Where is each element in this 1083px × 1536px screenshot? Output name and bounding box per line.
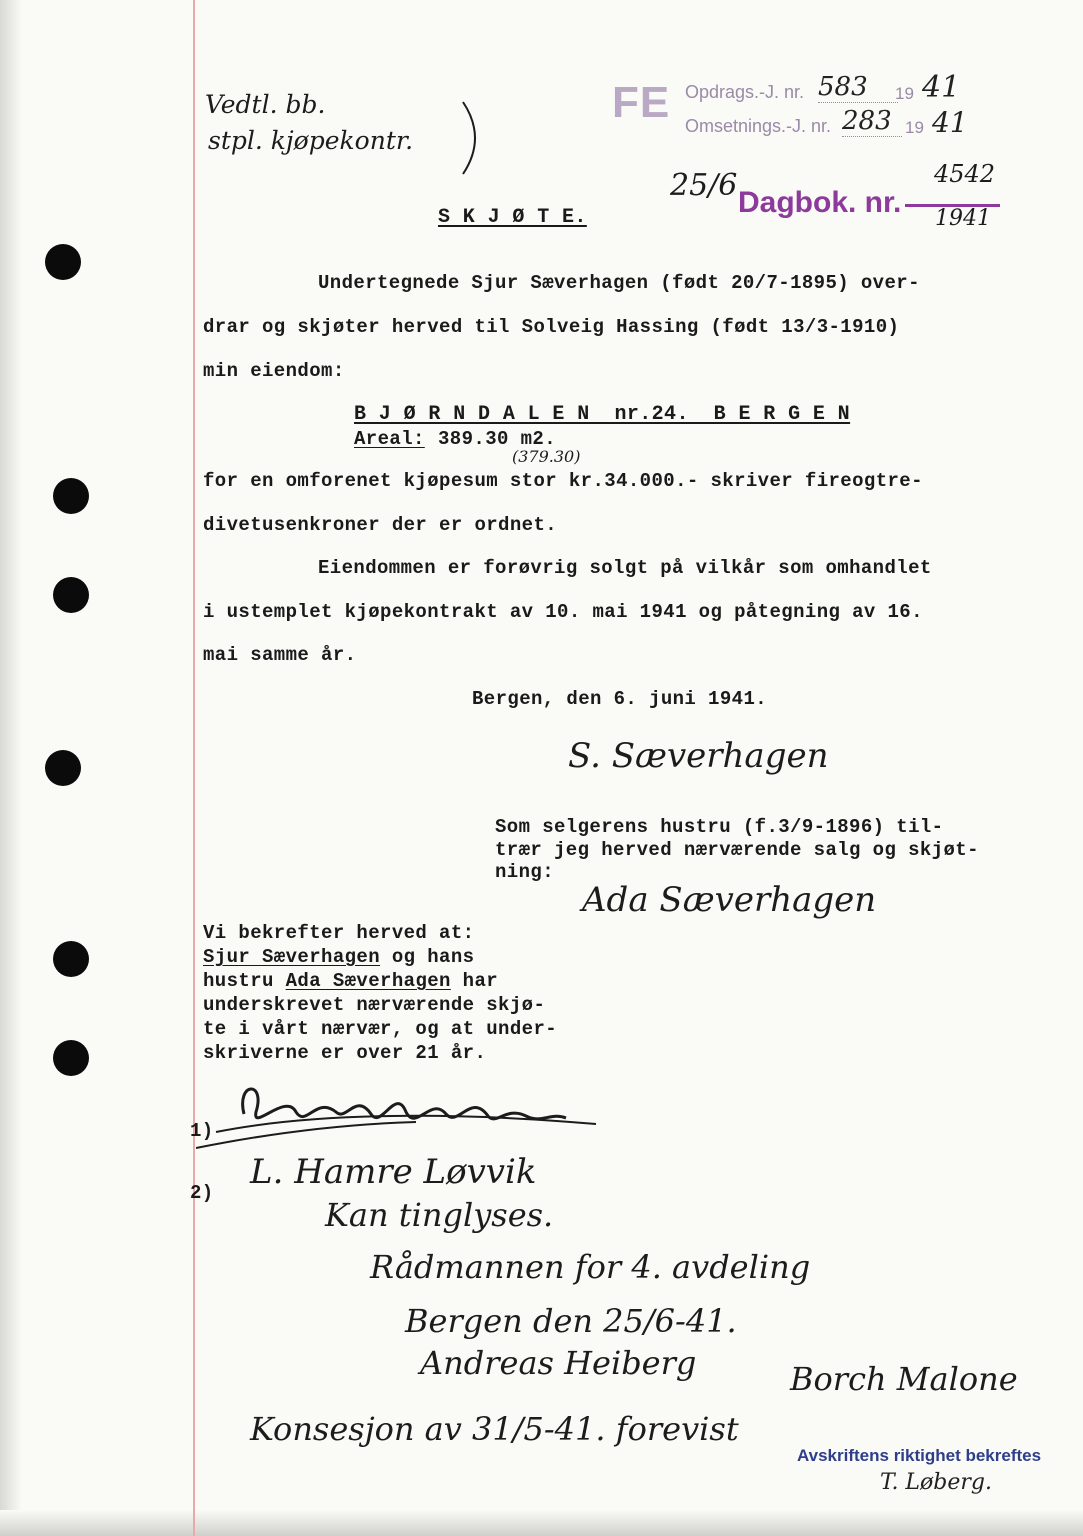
witness-line-3-end: har bbox=[450, 970, 499, 992]
witness-seller-name: Sjur Sæverhagen bbox=[203, 946, 381, 968]
witness-line-3 bbox=[203, 970, 498, 992]
witness-2-signature: L. Hamre Løvvik bbox=[250, 1152, 537, 1192]
witness-1-signature bbox=[196, 1072, 606, 1162]
opdrag-label: Opdrags.-J. nr. bbox=[685, 82, 805, 102]
copy-stamp-line-1: Avskriftens riktighet bekreftes bbox=[797, 1446, 1042, 1465]
spouse-line-1: Som selgerens hustru (f.3/9-1896) til- bbox=[495, 816, 944, 838]
areal-correction: (379.30) bbox=[512, 447, 581, 466]
opdrag-number: 583 bbox=[818, 72, 868, 102]
areal-label: Areal: bbox=[354, 428, 425, 450]
witness-spouse-name: Ada Sæverhagen bbox=[285, 970, 451, 992]
body-p1-line1: Undertegnede Sjur Sæverhagen (født 20/7-1895) over- bbox=[318, 272, 920, 294]
punch-hole bbox=[45, 244, 81, 280]
witness-line-2-rest: og hans bbox=[380, 946, 475, 968]
body-p1-line3: min eiendom: bbox=[203, 360, 345, 382]
place-date: Bergen, den 6. juni 1941. bbox=[472, 688, 768, 710]
omsetning-year: 41 bbox=[932, 106, 968, 139]
body-p2-line2: divetusenkroner der er ordnet. bbox=[203, 514, 558, 536]
body-p3-line3: mai samme år. bbox=[203, 644, 357, 666]
punch-hole bbox=[45, 750, 81, 786]
omsetning-year-prefix: 19 bbox=[905, 118, 924, 137]
annotation-line-2: stpl. kjøpekontr. bbox=[208, 126, 414, 155]
witness-line-1: Vi bekrefter herved at: bbox=[203, 922, 475, 944]
tinglysing-line-1: Kan tinglyses. bbox=[325, 1196, 554, 1234]
tinglysing-line-2: Rådmannen for 4. avdeling bbox=[370, 1248, 811, 1286]
opdrag-dotted-line bbox=[818, 102, 898, 103]
dagbok-date: 25/6 bbox=[670, 168, 738, 203]
body-p3-line1: Eiendommen er forøvrig solgt på vilkår som omhandlet bbox=[318, 557, 932, 579]
dagbok-label: Dagbok. nr. bbox=[738, 186, 902, 219]
punch-hole bbox=[53, 478, 89, 514]
spouse-line-2: trær jeg herved nærværende salg og skjøt- bbox=[495, 839, 979, 861]
witness-line-3-start: hustru bbox=[203, 970, 286, 992]
tinglysing-line-5: Borch Malone bbox=[790, 1360, 1018, 1398]
witness-mark-1: 1) bbox=[190, 1120, 214, 1142]
document-title: S K J Ø T E. bbox=[438, 206, 587, 229]
body-p3-line2: i ustemplet kjøpekontrakt av 10. mai 1941 og påtegning av 16. bbox=[203, 601, 923, 623]
tinglysing-line-6: Konsesjon av 31/5-41. forevist bbox=[250, 1410, 739, 1448]
omsetning-dotted-line bbox=[842, 136, 902, 137]
margin-line bbox=[193, 0, 195, 1536]
scan-edge-shadow bbox=[0, 0, 22, 1536]
areal-value: 389.30 m2. bbox=[438, 428, 557, 450]
annotation-line-1: Vedtl. bb. bbox=[205, 90, 326, 119]
witness-line-6: skriverne er over 21 år. bbox=[203, 1042, 487, 1064]
omsetning-number: 283 bbox=[842, 106, 892, 136]
tinglysing-line-3: Bergen den 25/6-41. bbox=[405, 1302, 737, 1340]
copy-stamp-line-2: T. Løberg. bbox=[880, 1470, 992, 1495]
tinglysing-line-4: Andreas Heiberg bbox=[420, 1344, 697, 1382]
punch-hole bbox=[53, 941, 89, 977]
opdrag-year: 41 bbox=[922, 70, 961, 105]
stamp-logo: FE bbox=[612, 78, 671, 127]
scan-bottom-shadow bbox=[0, 1510, 1083, 1536]
dagbok-number: 4542 bbox=[934, 160, 996, 188]
body-p2-line1: for en omforenet kjøpesum stor kr.34.000.- skriver fireogtre- bbox=[203, 470, 923, 492]
punch-hole bbox=[53, 1040, 89, 1076]
omsetning-label: Omsetnings.-J. nr. bbox=[685, 116, 832, 136]
witness-line-5: te i vårt nærvær, og at under- bbox=[203, 1018, 558, 1040]
witness-mark-2: 2) bbox=[190, 1182, 214, 1204]
dagbok-year: 1941 bbox=[935, 206, 991, 231]
punch-hole bbox=[53, 577, 89, 613]
body-p1-line2: drar og skjøter herved til Solveig Hassing (født 13/3-1910) bbox=[203, 316, 900, 338]
spouse-signature: Ada Sæverhagen bbox=[582, 880, 877, 920]
spouse-line-3: ning: bbox=[495, 861, 555, 883]
seller-signature: S. Sæverhagen bbox=[568, 736, 829, 776]
witness-line-4: underskrevet nærværende skjø- bbox=[203, 994, 546, 1016]
witness-line-2 bbox=[203, 946, 474, 968]
property-name: B J Ø R N D A L E N nr.24. B E R G E N bbox=[354, 403, 851, 426]
opdrag-year-prefix: 19 bbox=[895, 84, 914, 103]
annotation-bracket bbox=[455, 98, 495, 178]
